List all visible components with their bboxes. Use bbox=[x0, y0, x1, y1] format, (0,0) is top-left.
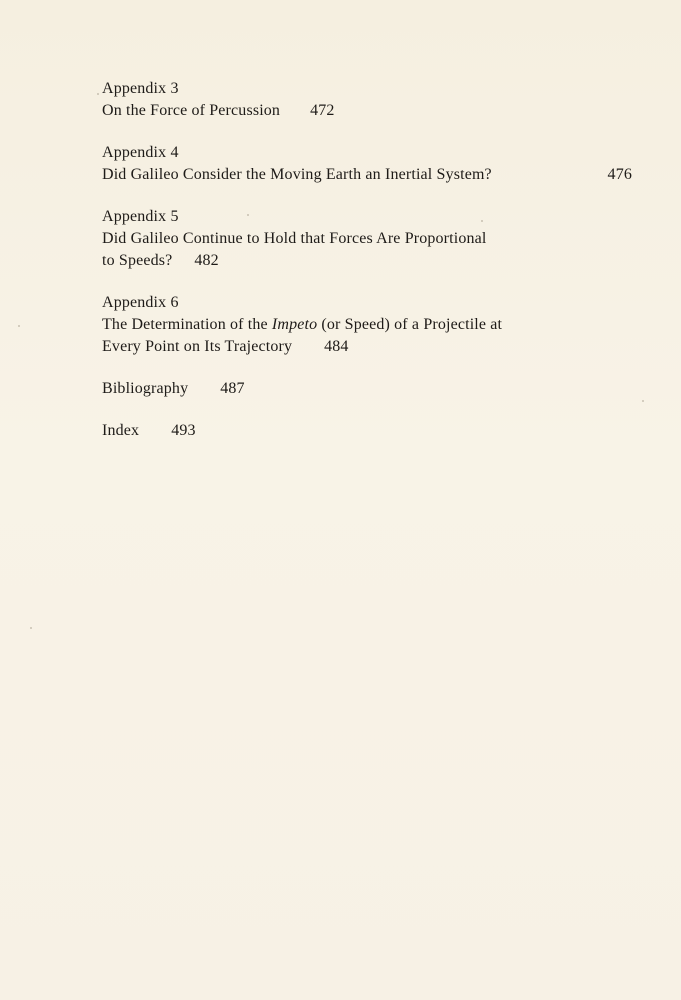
entry-title-row bbox=[102, 164, 632, 186]
entry-title-row bbox=[102, 378, 622, 400]
toc-entry-bibliography bbox=[102, 378, 622, 400]
entry-title: Index bbox=[102, 422, 140, 439]
entry-page-number: 487 bbox=[220, 380, 245, 397]
entry-title-row bbox=[102, 336, 622, 358]
paper-speck bbox=[18, 325, 20, 327]
entry-title-line-1 bbox=[102, 314, 622, 336]
paper-speck bbox=[642, 400, 644, 402]
table-of-contents bbox=[102, 78, 632, 462]
entry-title-row bbox=[102, 250, 622, 272]
entry-title: Did Galileo Consider the Moving Earth an Inertial System? bbox=[102, 166, 492, 183]
entry-page-number: 482 bbox=[194, 252, 219, 269]
entry-title: Bibliography bbox=[102, 380, 189, 397]
toc-entry-index bbox=[102, 420, 622, 442]
paper-speck bbox=[97, 93, 99, 95]
entry-heading: Appendix 3 bbox=[102, 80, 179, 97]
toc-entry-appendix-6 bbox=[102, 292, 622, 358]
entry-heading: Appendix 4 bbox=[102, 144, 179, 161]
entry-title-line-2: Every Point on Its Trajectory bbox=[102, 338, 293, 355]
paper-speck bbox=[30, 627, 32, 629]
entry-title: On the Force of Percussion bbox=[102, 102, 281, 119]
entry-heading: Appendix 6 bbox=[102, 294, 179, 311]
entry-heading: Appendix 5 bbox=[102, 208, 179, 225]
paper-speck bbox=[481, 220, 483, 222]
entry-page-number: 484 bbox=[324, 338, 349, 355]
toc-entry-appendix-5 bbox=[102, 206, 622, 272]
entry-title-line-1: Did Galileo Continue to Hold that Forces Are Proportional bbox=[102, 230, 487, 247]
entry-title-row bbox=[102, 420, 622, 442]
toc-entry-appendix-4 bbox=[102, 142, 632, 186]
toc-entry-appendix-3 bbox=[102, 78, 622, 122]
entry-page-number: 493 bbox=[171, 422, 196, 439]
title-italic-term: Impeto bbox=[271, 316, 318, 333]
title-text-pre: The Determination of the bbox=[102, 316, 272, 333]
entry-page-number: 472 bbox=[310, 102, 335, 119]
entry-title-line-2: to Speeds? bbox=[102, 252, 173, 269]
entry-title-row bbox=[102, 100, 622, 122]
paper-speck bbox=[247, 214, 249, 216]
entry-page-number: 476 bbox=[607, 166, 632, 183]
title-text-post: (or Speed) of a Projectile at bbox=[317, 316, 503, 333]
